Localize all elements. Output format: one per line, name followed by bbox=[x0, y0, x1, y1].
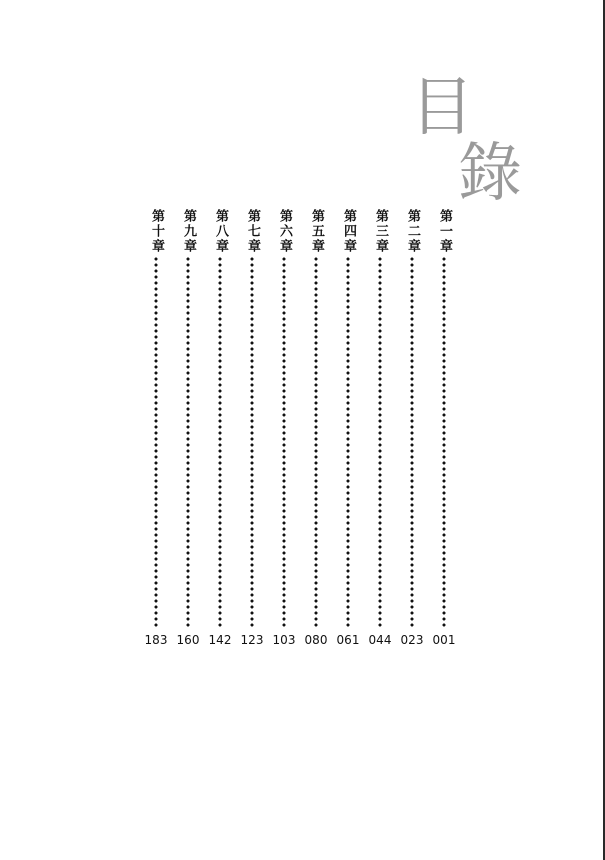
toc-entry-4[interactable] bbox=[336, 205, 360, 655]
dot-leader bbox=[186, 257, 190, 629]
chapter-label: 第七章 bbox=[245, 208, 260, 254]
title-char-lu: 錄 bbox=[458, 137, 522, 211]
chapter-label: 第一章 bbox=[437, 208, 452, 254]
page-number: 061 bbox=[336, 633, 360, 647]
chapter-label: 第八章 bbox=[213, 208, 228, 254]
dot-leader bbox=[346, 257, 350, 629]
dot-leader bbox=[314, 257, 318, 629]
page-number: 183 bbox=[144, 633, 168, 647]
dot-leader bbox=[410, 257, 414, 629]
page-number: 123 bbox=[240, 633, 264, 647]
chapter-label: 第四章 bbox=[341, 208, 356, 254]
title-char-mu: 目 bbox=[410, 71, 474, 145]
table-of-contents bbox=[142, 205, 460, 655]
toc-entry-3[interactable] bbox=[368, 205, 392, 655]
dot-leader bbox=[218, 257, 222, 629]
toc-entry-9[interactable] bbox=[176, 205, 200, 655]
dot-leader bbox=[154, 257, 158, 629]
toc-entry-8[interactable] bbox=[208, 205, 232, 655]
chapter-label: 第十章 bbox=[149, 208, 164, 254]
dot-leader bbox=[250, 257, 254, 629]
chapter-label: 第二章 bbox=[405, 208, 420, 254]
chapter-label: 第五章 bbox=[309, 208, 324, 254]
toc-entry-6[interactable] bbox=[272, 205, 296, 655]
chapter-label: 第六章 bbox=[277, 208, 292, 254]
page-number: 023 bbox=[400, 633, 424, 647]
toc-entry-7[interactable] bbox=[240, 205, 264, 655]
toc-entry-10[interactable] bbox=[144, 205, 168, 655]
chapter-label: 第三章 bbox=[373, 208, 388, 254]
toc-entry-2[interactable] bbox=[400, 205, 424, 655]
chapter-label: 第九章 bbox=[181, 208, 196, 254]
page-number: 160 bbox=[176, 633, 200, 647]
dot-leader bbox=[282, 257, 286, 629]
dot-leader bbox=[378, 257, 382, 629]
toc-entry-5[interactable] bbox=[304, 205, 328, 655]
page-number: 080 bbox=[304, 633, 328, 647]
page-number: 044 bbox=[368, 633, 392, 647]
page-number: 142 bbox=[208, 633, 232, 647]
dot-leader bbox=[442, 257, 446, 629]
page-number: 103 bbox=[272, 633, 296, 647]
toc-entry-1[interactable] bbox=[432, 205, 456, 655]
page-number: 001 bbox=[432, 633, 456, 647]
